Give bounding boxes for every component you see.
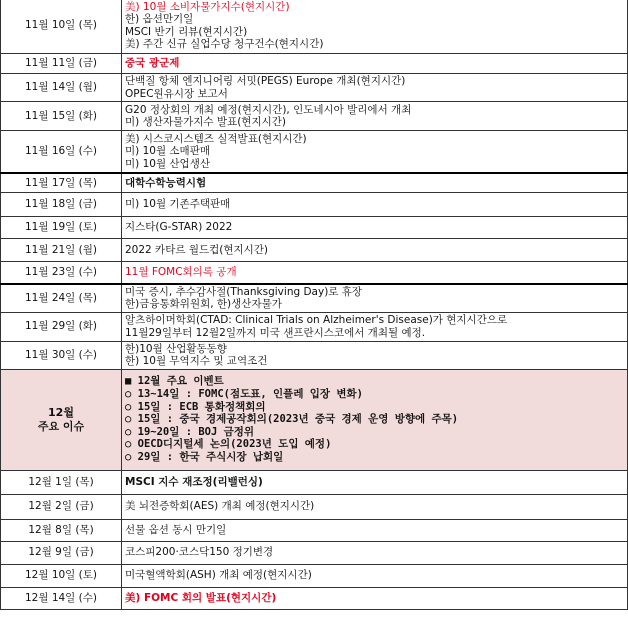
row-events [122,239,628,262]
row-events [122,173,628,193]
schedule-row [1,54,628,74]
row-events [122,74,628,102]
row-events [122,341,628,369]
row-date: 11월 19일 (토) [1,217,122,239]
event-line: 美) 주간 신규 실업수당 청구건수(현지시간) [125,38,324,50]
row-date: 11월 29일 (화) [1,312,122,341]
event-line: 美 뇌전증학회(AES) 개최 예정(현지시간) [125,500,315,513]
row-events [122,102,628,131]
row-date: 11월 11일 (금) [1,54,122,74]
row-events [122,0,628,54]
event-line: 한) 옵션만기일 [125,13,194,25]
event-line: 알츠하이머학회(CTAD: Clinical Trials on Alzheimer's Disease)가 현지시간으로 [125,314,508,326]
row-date: 11월 24일 (목) [1,284,122,313]
row-date: 12월 14일 (수) [1,587,122,609]
row-date: 11월 15일 (화) [1,102,122,131]
schedule-row [1,564,628,587]
event-line: 미) 10월 기존주택판매 [125,198,231,211]
event-line: 선물 옵션 동시 만기일 [125,523,227,536]
event-line: 미) 생산자물가지수 발표(현지시간) [125,116,286,128]
schedule-row [1,131,628,173]
event-line: 한) 10월 무역지수 및 교역조건 [125,355,268,367]
schedule-row [1,470,628,494]
schedule-row [1,74,628,102]
event-line: 한)금융통화위원회, 한)생산자물가 [125,298,282,310]
row-events [122,284,628,313]
row-date: 12월 9일 (금) [1,541,122,564]
event-line: 11월 FOMC회의록 공개 [125,266,237,278]
event-line: 미국 증시, 추수감사절(Thanksgiving Day)로 휴장 [125,285,363,298]
schedule-row [1,519,628,541]
row-events [122,193,628,217]
row-date: 12월 2일 (금) [1,494,122,519]
event-line: ○ 15일 : ECB 통화정책회의 [125,400,266,413]
schedule-body [1,0,628,609]
schedule-row [1,193,628,217]
event-line: 코스피200·코스닥150 정기변경 [125,546,274,559]
row-date: 11월 17일 (목) [1,173,122,193]
event-line: 대학수학능력시험 [125,176,207,189]
event-line: ○ 15일 : 중국 경제공작회의(2023년 중국 경제 운영 방향에 주목) [125,413,459,426]
row-date: 11월 30일 (수) [1,341,122,369]
schedule-row [1,217,628,239]
row-events [122,54,628,74]
event-line: MSCI 반기 리뷰(현지시간) [125,25,248,38]
event-line: 11월29일부터 12월2일까지 미국 샌프란시스코에서 개최될 예정. [125,326,426,339]
row-date: 11월 14일 (월) [1,74,122,102]
schedule-row [1,239,628,262]
event-line: 미) 10월 산업생산 [125,157,210,170]
event-line: 미국혈액학회(ASH) 개최 예정(현지시간) [125,569,312,582]
schedule-row [1,102,628,131]
row-events [122,131,628,173]
event-line: ○ OECD디지털세 논의(2023년 도입 예정) [125,438,332,451]
row-events [122,564,628,587]
schedule-row [1,369,628,470]
schedule-row [1,587,628,609]
row-date: 12월 주요 이슈 [1,369,122,470]
row-events [122,262,628,284]
schedule-row [1,284,628,313]
event-line: 지스타(G-STAR) 2022 [125,221,233,234]
event-line: ○ 29일 : 한국 주식시장 납회일 [125,450,284,463]
schedule-row [1,541,628,564]
row-date: 11월 23일 (수) [1,262,122,284]
schedule-row [1,341,628,369]
schedule-row [1,494,628,519]
row-events [122,494,628,519]
row-events [122,587,628,609]
row-events [122,541,628,564]
event-line: G20 정상회의 개최 예정(현지시간), 인도네시아 발리에서 개최 [125,103,412,116]
row-date: 11월 10일 (목) [1,0,122,54]
schedule-row [1,262,628,284]
row-events [122,470,628,494]
event-line: ○ 13~14일 : FOMC(점도표, 인플레 입장 변화) [125,388,364,401]
event-line: 한)10월 산업활동동향 [125,342,227,355]
row-events [122,369,628,470]
schedule-row [1,312,628,341]
row-events [122,217,628,239]
event-line: 美) 10월 소비자물가지수(현지시간) [125,0,290,13]
row-date: 12월 1일 (목) [1,470,122,494]
event-line: 2022 카타르 월드컵(현지시간) [125,243,269,256]
row-events [122,312,628,341]
row-date: 11월 21일 (월) [1,239,122,262]
event-line: 美) 시스코시스템즈 실적발표(현지시간) [125,132,307,145]
event-line: 중국 광군제 [125,57,180,70]
schedule-row [1,0,628,54]
event-line: MSCI 지수 재조정(리밸런싱) [125,475,263,488]
row-date: 11월 18일 (금) [1,193,122,217]
event-line: 美) FOMC 회의 발표(현지시간) [125,591,277,604]
row-date: 12월 8일 (목) [1,519,122,541]
event-line: ■ 12월 주요 이벤트 [125,375,224,388]
schedule-row [1,173,628,193]
row-date: 11월 16일 (수) [1,131,122,173]
row-date: 12월 10일 (토) [1,564,122,587]
event-line: OPEC원유시장 보고서 [125,87,228,100]
event-line: 단백질 항체 엔지니어링 서밋(PEGS) Europe 개최(현지시간) [125,75,406,87]
event-line: 미) 10월 소매판매 [125,145,210,157]
row-events [122,519,628,541]
event-line: ○ 19~20일 : BOJ 금정위 [125,425,255,438]
